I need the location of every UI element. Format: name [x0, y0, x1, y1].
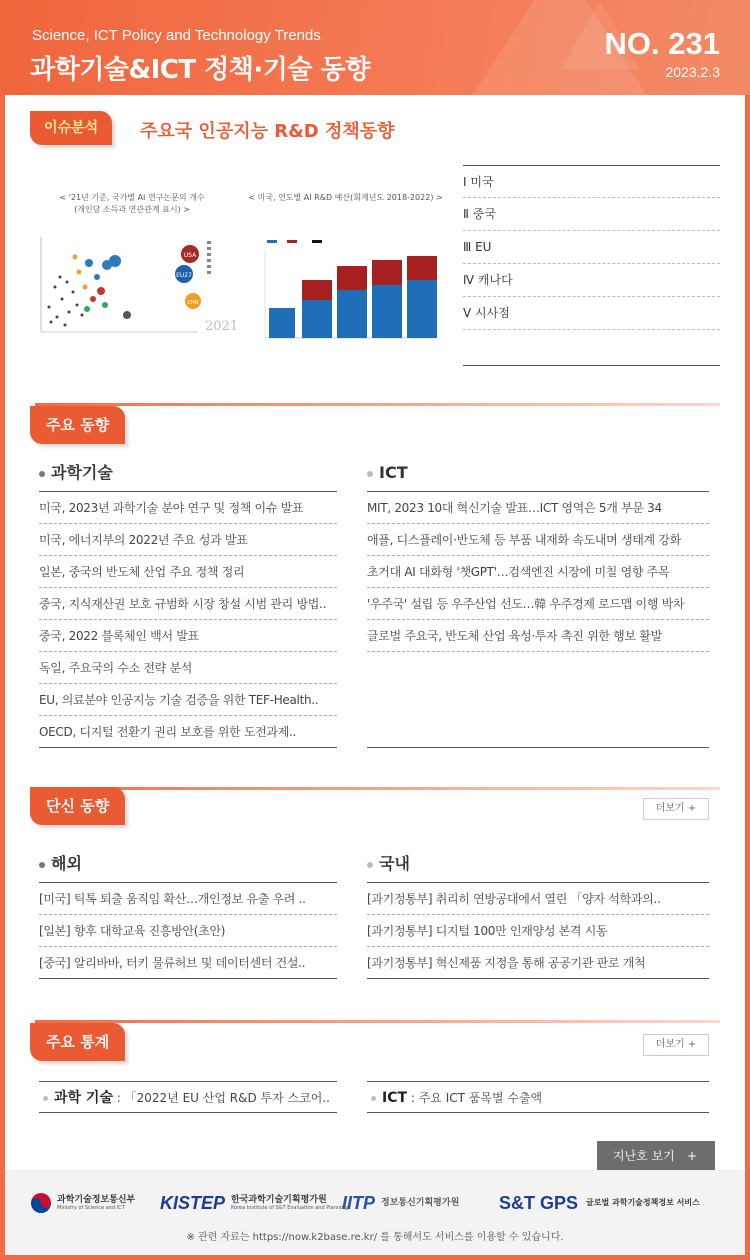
list-item[interactable]: '우주국' 설립 등 우주산업 선도…韓 우주경제 로드맵 이행 박차: [367, 588, 709, 620]
overseas-news-column: [39, 845, 337, 979]
section-divider: [35, 1020, 720, 1023]
thumb2-caption: < 미국, 연도별 AI R&D 예산(회계년도 2018-2022) >: [248, 193, 443, 202]
toc-item[interactable]: Ⅰ 미국: [463, 165, 720, 198]
past-issues-button[interactable]: 지난호 보기 +: [597, 1141, 715, 1171]
toc-item[interactable]: Ⅳ 캐나다: [463, 264, 720, 297]
newsletter-body: [5, 95, 745, 1255]
brief-more-button[interactable]: 더보기 +: [643, 798, 709, 820]
list-item[interactable]: 미국, 에너지부의 2022년 주요 성과 발표: [39, 524, 337, 556]
issue-analysis-badge: 이슈분석: [30, 111, 112, 145]
list-item[interactable]: 일본, 중국의 반도체 산업 주요 정책 정리: [39, 556, 337, 588]
overseas-heading: 해외: [39, 845, 337, 883]
bullet-icon: [371, 1096, 376, 1101]
list-item[interactable]: 중국, 지식재산권 보호 규범화 시장 창설 시범 관리 방법..: [39, 588, 337, 620]
ict-stat-item[interactable]: ICT : 주요 ICT 품목별 수출액: [367, 1081, 709, 1113]
section-divider: [35, 787, 720, 790]
toc-item[interactable]: Ⅱ 중국: [463, 198, 720, 231]
footer: [5, 1170, 745, 1255]
domestic-heading: 국내: [367, 845, 709, 883]
thumb1-year: 2021: [205, 319, 239, 334]
list-item[interactable]: [과기정통부] 디지털 100만 인재양성 본격 시동: [367, 915, 709, 947]
footer-note: ※ 관련 자료는 https://now.k2base.re.kr/ 를 통해서도 서비스를 이용할 수 있습니다.: [186, 1232, 564, 1243]
toc-item[interactable]: Ⅲ EU: [463, 231, 720, 264]
column-end-divider: [367, 652, 709, 748]
bullet-icon: [367, 471, 373, 477]
issue-table-of-contents: [463, 165, 720, 366]
thumb1-caption: < '21년 기준, 국가별 AI 연구논문의 개수 (개인당 소득과 연관관계 표시) >: [59, 193, 205, 214]
iitp-logo[interactable]: IITP 정보통신기획평가원: [342, 1192, 460, 1213]
list-item[interactable]: 애플, 디스플레이·반도체 등 부품 내재화 속도내며 생태계 강화: [367, 524, 709, 556]
science-trends-column: [39, 454, 337, 748]
list-item[interactable]: 글로벌 주요국, 반도체 산업 육성·투자 촉진 위한 행보 활발: [367, 620, 709, 652]
list-item[interactable]: OECD, 디지털 전환기 권리 보호를 위한 도전과제..: [39, 716, 337, 748]
header-subtitle: Science, ICT Policy and Technology Trends: [32, 27, 321, 44]
key-stats-badge: 주요 통계: [30, 1023, 125, 1061]
label-usa: USA: [183, 252, 197, 259]
list-item[interactable]: [과기정통부] 혁신제품 지정을 통해 공공기관 판로 개척: [367, 947, 709, 979]
list-item[interactable]: 독일, 주요국의 수소 전략 분석: [39, 652, 337, 684]
bullet-icon: [39, 471, 45, 477]
toc-divider: [463, 330, 720, 366]
issue-number: NO. 231: [604, 26, 720, 61]
stats-more-button[interactable]: 더보기 +: [643, 1034, 709, 1056]
toc-item[interactable]: Ⅴ 시사점: [463, 297, 720, 330]
domestic-news-column: [367, 845, 709, 979]
taegeuk-icon: [30, 1192, 52, 1214]
issue-analysis-title[interactable]: 주요국 인공지능 R&D 정책동향: [140, 121, 395, 142]
header-banner: [0, 0, 750, 95]
stgps-logo[interactable]: S&T GPS 글로벌 과학기술정책정보 서비스: [499, 1192, 700, 1213]
brief-news-badge: 단신 동향: [30, 787, 125, 825]
bullet-icon: [39, 862, 45, 868]
main-trends-badge: 주요 동향: [30, 406, 125, 444]
bullet-icon: [43, 1096, 48, 1101]
list-item[interactable]: [과기정통부] 취리히 연방공대에서 열린 「양자 석학과의..: [367, 883, 709, 915]
list-item[interactable]: EU, 의료분야 인공지능 기술 검증을 위한 TEF-Health..: [39, 684, 337, 716]
label-chn: CHN: [187, 300, 199, 306]
ict-trends-heading: ICT: [367, 454, 709, 492]
bullet-icon: [367, 862, 373, 868]
list-item[interactable]: 중국, 2022 블록체인 백서 발표: [39, 620, 337, 652]
science-trends-heading: 과학기술: [39, 454, 337, 492]
issue-date: 2023.2.3: [665, 64, 720, 80]
list-item[interactable]: 초거대 AI 대화형 '챗GPT'…검색엔진 시장에 미칠 영향 주목: [367, 556, 709, 588]
ict-trends-column: [367, 454, 709, 748]
label-eu27: EU27: [176, 272, 192, 279]
list-item[interactable]: [중국] 알리바바, 터키 물류허브 및 데이터센터 건설..: [39, 947, 337, 979]
ai-papers-scatter-thumbnail[interactable]: [27, 227, 242, 345]
list-item[interactable]: [미국] 틱톡 퇴출 움직임 확산…개인정보 유출 우려 ..: [39, 883, 337, 915]
section-divider: [35, 403, 720, 406]
plus-icon: +: [686, 1149, 697, 1163]
list-item[interactable]: 미국, 2023년 과학기술 분야 연구 및 정책 이슈 발표: [39, 492, 337, 524]
science-stat-item[interactable]: 과학 기술 : 「2022년 EU 산업 R&D 투자 스코어..: [39, 1081, 337, 1113]
header-title: 과학기술&ICT 정책·기술 동향: [30, 55, 370, 85]
list-item[interactable]: [일본] 향후 대학교육 진흥방안(초안): [39, 915, 337, 947]
msit-logo[interactable]: 과학기술정보통신부 Ministry of Science and ICT: [30, 1192, 135, 1214]
us-ai-budget-chart-thumbnail[interactable]: [257, 230, 442, 348]
kistep-logo[interactable]: KISTEP 한국과학기술기획평가원 Korea Institute of S&T Evaluation and Planning: [160, 1192, 348, 1213]
list-item[interactable]: MIT, 2023 10대 혁신기술 발표…ICT 영역은 5개 부문 34: [367, 492, 709, 524]
